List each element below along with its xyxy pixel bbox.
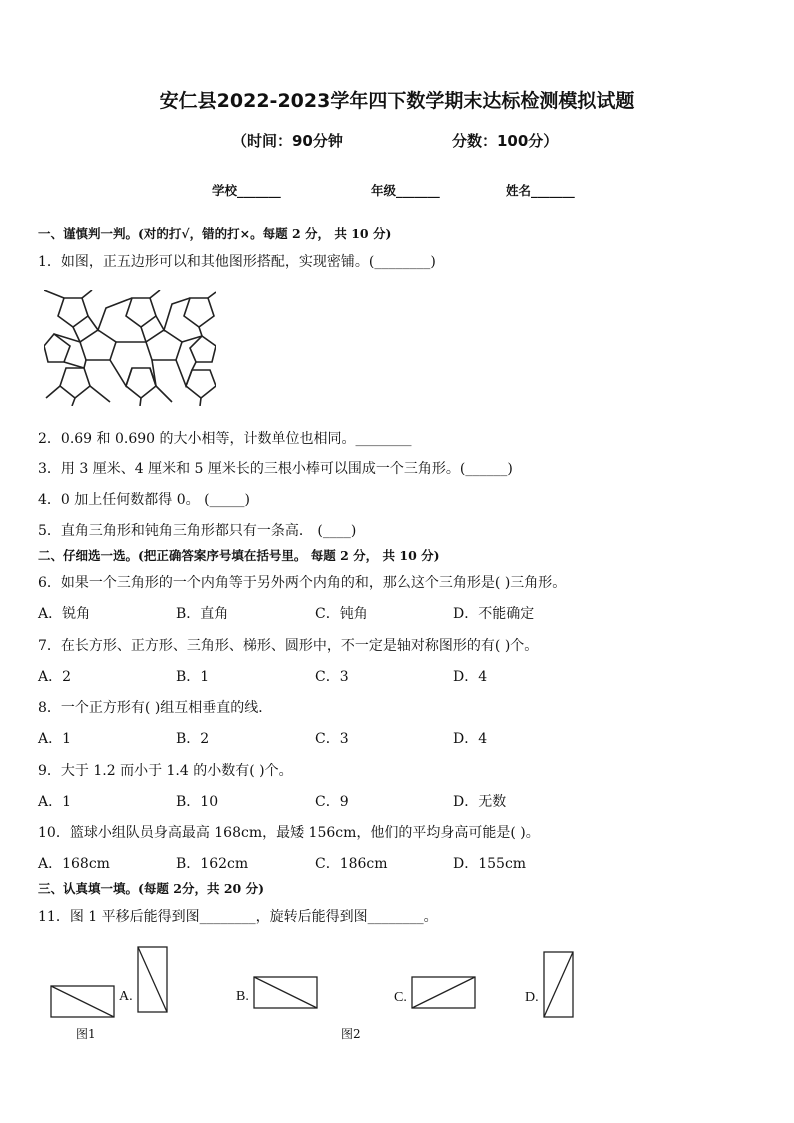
q8-option-b: B．2	[176, 731, 210, 747]
q6-option-d: D．不能确定	[453, 606, 535, 622]
section-heading-2: 二、仔细选一选。(把正确答案序号填在括号里。 每题 2 分， 共 10 分)	[38, 548, 440, 563]
caption-fig1: 图1	[76, 1027, 96, 1041]
option-a-rectangle	[137, 946, 169, 1014]
q9-option-c: C．9	[315, 794, 349, 810]
q6-option-a: A．锐角	[38, 606, 91, 622]
fig-label-b: B.	[236, 989, 249, 1004]
pentagon-tessellation-figure	[44, 290, 216, 406]
grade-field: 年级_______	[371, 183, 440, 198]
caption-fig2: 图2	[341, 1027, 361, 1041]
q8-option-c: C．3	[315, 731, 349, 747]
q8-option-d: D．4	[453, 731, 488, 747]
section-heading-1: 一、谨慎判一判。(对的打√，错的打×。每题 2 分， 共 10 分)	[38, 226, 392, 241]
q9-option-d: D．无数	[453, 794, 507, 810]
q6-option-c: C．钝角	[315, 606, 368, 622]
question-3: 3．用 3 厘米、4 厘米和 5 厘米长的三根小棒可以围成一个三角形。(______)	[38, 461, 513, 477]
page-title: 安仁县2022-2023学年四下数学期末达标检测模拟试题	[159, 90, 635, 112]
fig1-rectangle	[50, 985, 116, 1019]
exam-time: （时间：90分钟	[232, 132, 343, 150]
q10-option-b: B．162cm	[176, 856, 249, 872]
question-1: 1．如图，正五边形可以和其他图形搭配，实现密铺。(________)	[38, 254, 436, 270]
question-9: 9．大于 1.2 而小于 1.4 的小数有( )个。	[38, 763, 293, 779]
q10-option-c: C．186cm	[315, 856, 388, 872]
fig-label-d: D.	[525, 990, 539, 1005]
question-10: 10．篮球小组队员身高最高 168cm，最矮 156cm，他们的平均身高可能是( )。	[38, 825, 540, 841]
q7-option-d: D．4	[453, 669, 488, 685]
question-4: 4．0 加上任何数都得 0。 (_____)	[38, 492, 250, 508]
question-5: 5．直角三角形和钝角三角形都只有一条高． (____)	[38, 523, 357, 539]
question-2: 2．0.69 和 0.690 的大小相等，计数单位也相同。________	[38, 431, 412, 447]
question-6: 6．如果一个三角形的一个内角等于另外两个内角的和，那么这个三角形是( )三角形。	[38, 575, 567, 591]
q10-option-a: A．168cm	[38, 856, 110, 872]
q9-option-a: A．1	[38, 794, 72, 810]
school-field: 学校_______	[212, 183, 281, 198]
name-field: 姓名_______	[506, 183, 575, 198]
option-b-rectangle	[253, 976, 319, 1010]
exam-score: 分数：100分）	[452, 132, 559, 150]
q10-option-d: D．155cm	[453, 856, 527, 872]
fig-label-c: C.	[394, 990, 407, 1005]
section-heading-3: 三、认真填一填。(每题 2分，共 20 分)	[38, 881, 264, 896]
q9-option-b: B．10	[176, 794, 219, 810]
question-7: 7．在长方形、正方形、三角形、梯形、圆形中，不一定是轴对称图形的有( )个。	[38, 638, 539, 654]
q6-option-b: B．直角	[176, 606, 229, 622]
q7-option-c: C．3	[315, 669, 349, 685]
question-11: 11．图 1 平移后能得到图________，旋转后能得到图________。	[38, 909, 438, 925]
option-d-rectangle	[543, 951, 575, 1019]
q7-option-b: B．1	[176, 669, 210, 685]
fig-label-a: A.	[119, 989, 133, 1004]
q7-option-a: A．2	[38, 669, 72, 685]
q8-option-a: A．1	[38, 731, 72, 747]
question-8: 8．一个正方形有( )组互相垂直的线．	[38, 700, 273, 716]
option-c-rectangle	[411, 976, 477, 1010]
